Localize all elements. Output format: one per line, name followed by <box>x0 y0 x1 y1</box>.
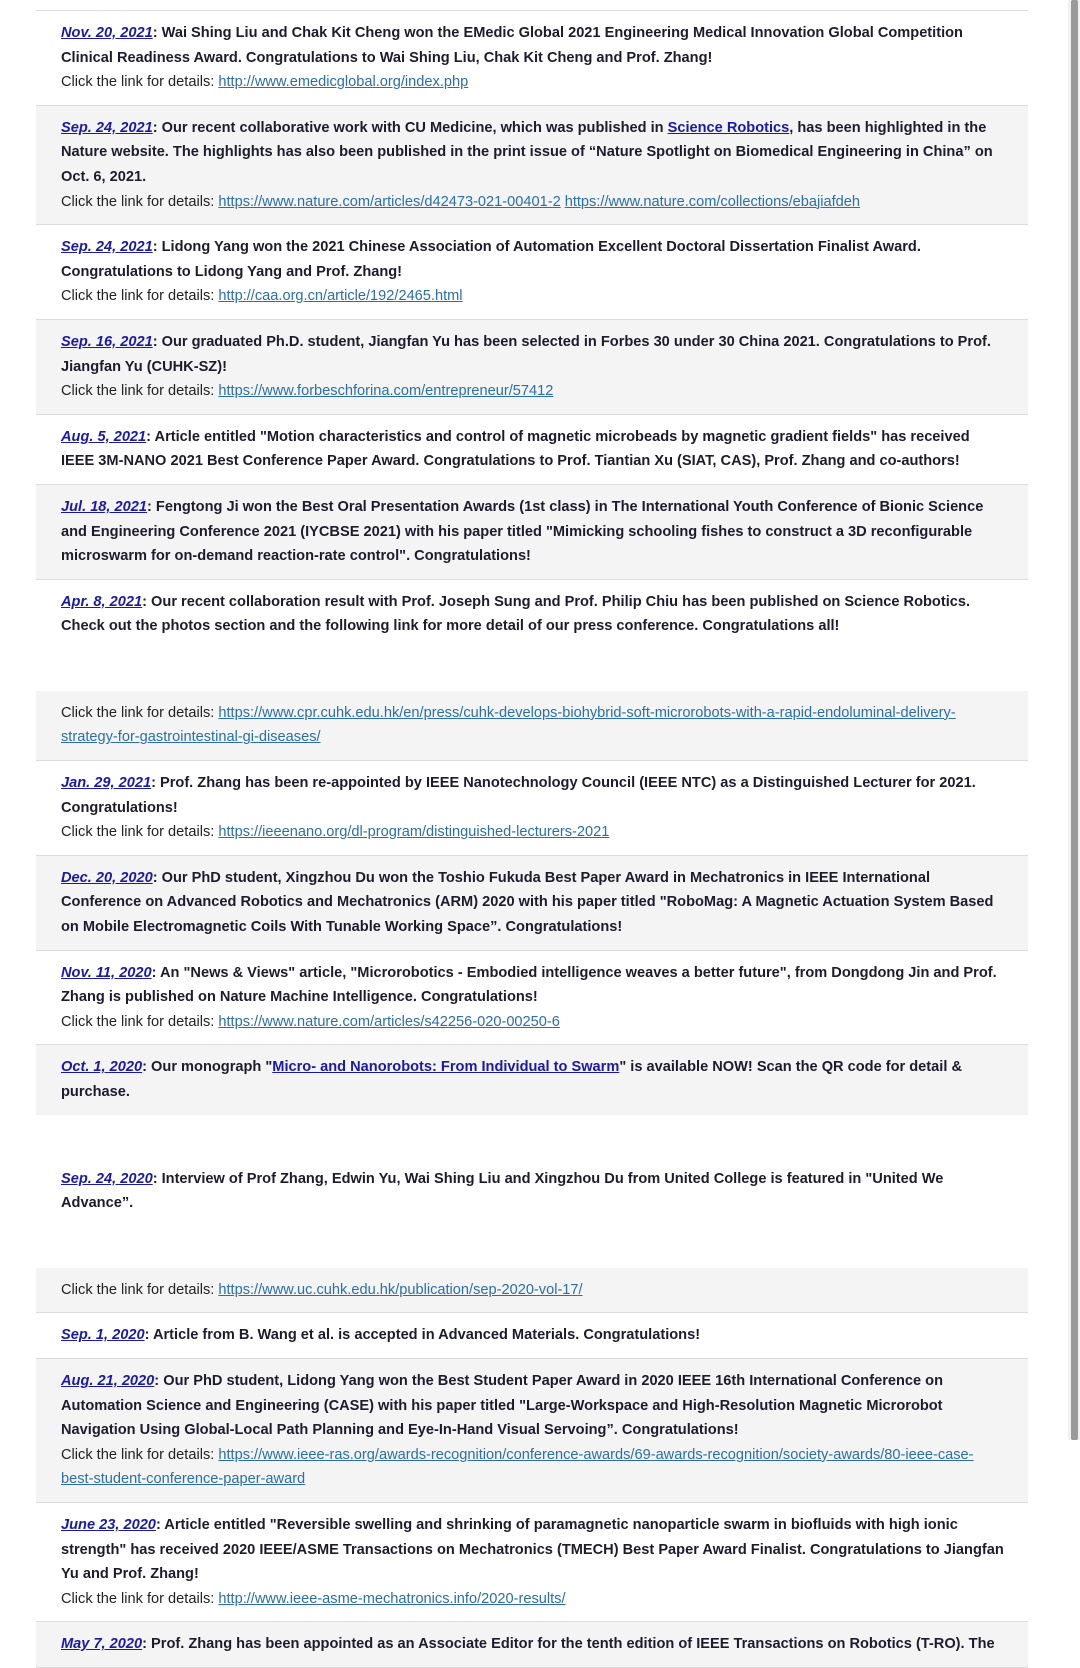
details-label: Click the link for details: <box>61 1281 219 1298</box>
inline-link[interactable]: Micro- and Nanorobots: From Individual to Swarm <box>272 1059 620 1076</box>
details-line <box>61 190 1004 215</box>
details-label: Click the link for details: <box>61 1013 219 1030</box>
details-url-link[interactable]: https://www.nature.com/articles/d42473-021-00401-2 <box>218 193 561 210</box>
details-url-link[interactable]: http://www.emedicglobal.org/index.php <box>218 74 469 91</box>
news-headline <box>61 1369 1004 1443</box>
news-item <box>36 761 1028 856</box>
news-headline <box>61 235 1004 284</box>
news-text: : Our PhD student, Xingzhou Du won the Toshio Fukuda Best Paper Award in Mechatronics in IEEE International Conference on Advanced Robotics and Mechatronics (ARM) 2020 with his paper titled "RoboMag: A Magnetic Actuation System Based on Mobile Electromagnetic Coils With Tunable Working Space”. Congratulations! <box>61 869 994 936</box>
news-date-link[interactable]: May 7, 2020 <box>61 1636 143 1653</box>
news-date-link[interactable]: Nov. 20, 2021 <box>61 25 153 41</box>
details-url-link[interactable]: https://www.nature.com/articles/s42256-020-00250-6 <box>218 1013 560 1030</box>
details-label: Click the link for details: <box>61 1446 219 1463</box>
news-text: : Article entitled "Motion characteristics and control of magnetic microbeads by magnetic gradient fields" has received IEEE 3M-NANO 2021 Best Conference Paper Award. Congratulations to Prof. Tiantian Xu (SIAT, CAS), Prof. Zhang and co-authors! <box>61 428 970 470</box>
details-url-link[interactable]: https://www.nature.com/collections/ebajiafdeh <box>564 193 860 210</box>
news-headline <box>61 1055 1004 1104</box>
news-date-link[interactable]: Aug. 21, 2020 <box>61 1372 155 1389</box>
news-date-link[interactable]: Sep. 1, 2020 <box>61 1327 145 1344</box>
news-text: : Our recent collaborative work with CU Medicine, which was published in <box>152 119 668 136</box>
details-line <box>61 379 1004 404</box>
news-date-link[interactable]: Jan. 29, 2021 <box>61 775 152 792</box>
news-text: : Our PhD student, Lidong Yang won the Best Student Paper Award in 2020 IEEE 16th International Conference on Automation Science and Engineering (CASE) with his paper titled "Large-Workspace and High-Resolution Magnetic Microrobot Navigation Using Global-Local Path Planning and Eye-In-Hand Visual Servoing”. Congratulations! <box>61 1372 944 1439</box>
news-headline <box>61 330 1004 379</box>
news-headline <box>61 1632 1004 1657</box>
news-text: : Article entitled "Reversible swelling and shrinking of paramagnetic nanoparticle swarm in biofluids with high ionic strength" has received 2020 IEEE/ASME Transactions on Mechatronics (TMECH) Best Paper Award Finalist. Congratulations to Jiangfan Yu and Prof. Zhang! <box>61 1516 1004 1583</box>
news-item <box>36 320 1028 415</box>
news-item <box>36 1359 1028 1503</box>
details-label: Click the link for details: <box>61 1590 219 1607</box>
details-label: Click the link for details: <box>61 383 219 400</box>
details-url-link[interactable]: http://www.ieee-asme-mechatronics.info/2020-results/ <box>218 1590 566 1607</box>
details-line <box>61 820 1004 845</box>
news-headline <box>61 1167 1004 1216</box>
news-text: : Our monograph " <box>142 1059 273 1076</box>
news-headline <box>61 1513 1004 1587</box>
news-headline <box>61 1323 1004 1348</box>
news-headline <box>61 590 1004 639</box>
news-date-link[interactable]: Sep. 24, 2021 <box>61 239 153 256</box>
details-url-link[interactable]: https://www.uc.cuhk.edu.hk/publication/sep-2020-vol-17/ <box>218 1281 583 1298</box>
news-text: : Prof. Zhang has been appointed as an Associate Editor for the tenth edition of IEEE Transactions on Robotics (T-RO). The <box>142 1636 995 1653</box>
news-list <box>36 10 1028 1668</box>
details-line <box>61 1443 1004 1492</box>
details-label: Click the link for details: <box>61 824 219 841</box>
news-text: " is available NOW! Scan the QR code for detail & purchase. <box>61 1059 962 1100</box>
news-date-link[interactable]: Dec. 20, 2020 <box>61 869 153 886</box>
news-item <box>36 856 1028 951</box>
details-line <box>61 1587 1004 1612</box>
details-line <box>61 1010 1004 1035</box>
scrollbar-thumb[interactable] <box>1071 0 1078 1440</box>
details-url-link[interactable]: https://www.forbeschforina.com/entrepreneur/57412 <box>218 383 554 400</box>
news-item <box>36 1045 1028 1114</box>
news-item <box>36 485 1028 580</box>
inline-link[interactable]: Science Robotics <box>667 119 790 136</box>
news-item <box>36 580 1028 649</box>
details-line <box>61 701 1004 750</box>
details-label: Click the link for details: <box>61 288 219 305</box>
news-date-link[interactable]: June 23, 2020 <box>61 1516 156 1533</box>
news-item <box>36 106 1028 225</box>
news-text: : Lidong Yang won the 2021 Chinese Association of Automation Excellent Doctoral Dissertation Finalist Award. Congratulations to Lidong Yang and Prof. Zhang! <box>61 239 921 280</box>
news-text: : Interview of Prof Zhang, Edwin Yu, Wai Shing Liu and Xingzhou Du from United College is featured in "United We Advance”. <box>61 1170 944 1212</box>
news-item <box>36 1622 1028 1668</box>
news-text: , has been highlighted in the Nature website. The highlights has also been published in the print issue of “Nature Spotlight on Biomedical Engineering in China” on Oct. 6, 2021. <box>61 119 993 185</box>
details-url-link[interactable]: https://www.cpr.cuhk.edu.hk/en/press/cuhk-develops-biohybrid-soft-microrobots-with-a-rapid-endoluminal-delivery-strategy-for-gastrointestinal-gi-diseases/ <box>61 704 956 746</box>
news-item <box>36 1268 1028 1314</box>
news-date-link[interactable]: Apr. 8, 2021 <box>61 593 143 610</box>
details-label: Click the link for details: <box>61 74 219 91</box>
news-item <box>36 951 1028 1046</box>
news-headline <box>61 495 1004 569</box>
news-date-link[interactable]: Jul. 18, 2021 <box>61 498 148 515</box>
news-date-link[interactable]: Sep. 16, 2021 <box>61 333 153 350</box>
details-url-link[interactable]: https://ieeenano.org/dl-program/distinguished-lecturers-2021 <box>218 824 610 841</box>
news-date-link[interactable]: Sep. 24, 2020 <box>61 1170 153 1187</box>
news-text: : Wai Shing Liu and Chak Kit Cheng won the EMedic Global 2021 Engineering Medical Innovation Global Competition Clinical Readiness Award. Congratulations to Wai Shing Liu, Chak Kit Cheng and Prof. Zhang! <box>61 25 963 66</box>
news-text: : Our graduated Ph.D. student, Jiangfan Yu has been selected in Forbes 30 under 30 China 2021. Congratulations to Prof. Jiangfan Yu (CUHK-SZ)! <box>61 333 991 375</box>
details-line <box>61 284 1004 309</box>
news-headline <box>61 866 1004 940</box>
details-label: Click the link for details: <box>61 193 219 210</box>
news-date-link[interactable]: Aug. 5, 2021 <box>61 428 147 445</box>
details-label: Click the link for details: <box>61 704 219 721</box>
details-url-link[interactable]: http://caa.org.cn/article/192/2465.html <box>218 288 463 305</box>
news-item <box>36 1313 1028 1359</box>
scrollbar-track[interactable] <box>1068 0 1080 1440</box>
news-text: : Prof. Zhang has been re-appointed by IEEE Nanotechnology Council (IEEE NTC) as a Distinguished Lecturer for 2021. Congratulations! <box>61 775 976 816</box>
news-headline <box>61 961 1004 1010</box>
details-url-link[interactable]: https://www.ieee-ras.org/awards-recognition/conference-awards/69-awards-recognition/society-awards/80-ieee-case-best-student-conference-paper-award <box>61 1446 974 1488</box>
news-item <box>36 225 1028 320</box>
news-date-link[interactable]: Nov. 11, 2020 <box>61 964 152 981</box>
news-item <box>36 415 1028 485</box>
news-text: : An "News & Views" article, "Microrobotics - Embodied intelligence weaves a better future", from Dongdong Jin and Prof. Zhang is published on Nature Machine Intelligence. Congratulations! <box>61 964 997 1006</box>
details-line <box>61 1278 1004 1303</box>
news-text: : Our recent collaboration result with Prof. Joseph Sung and Prof. Philip Chiu has been published on Science Robotics. Check out the photos section and the following link for more detail of our press conference. Congratulations all! <box>61 593 971 635</box>
news-headline <box>61 21 1004 70</box>
news-text: : Article from B. Wang et al. is accepted in Advanced Materials. Congratulations! <box>144 1327 701 1344</box>
news-headline <box>61 771 1004 820</box>
details-line <box>61 70 1004 95</box>
news-date-link[interactable]: Oct. 1, 2020 <box>61 1059 143 1076</box>
news-item <box>36 1157 1028 1226</box>
news-date-link[interactable]: Sep. 24, 2021 <box>61 119 153 136</box>
news-item <box>36 691 1028 761</box>
news-headline <box>61 425 1004 474</box>
news-item <box>36 11 1028 106</box>
news-item <box>36 1503 1028 1622</box>
news-headline <box>61 116 1004 190</box>
news-text: : Fengtong Ji won the Best Oral Presentation Awards (1st class) in The International Youth Conference of Bionic Science and Engineering Conference 2021 (IYCBSE 2021) with his paper titled "Mimicking schooling fishes to construct a 3D reconfigurable microswarm for on-demand reaction-rate control". Congratulations! <box>61 498 984 565</box>
